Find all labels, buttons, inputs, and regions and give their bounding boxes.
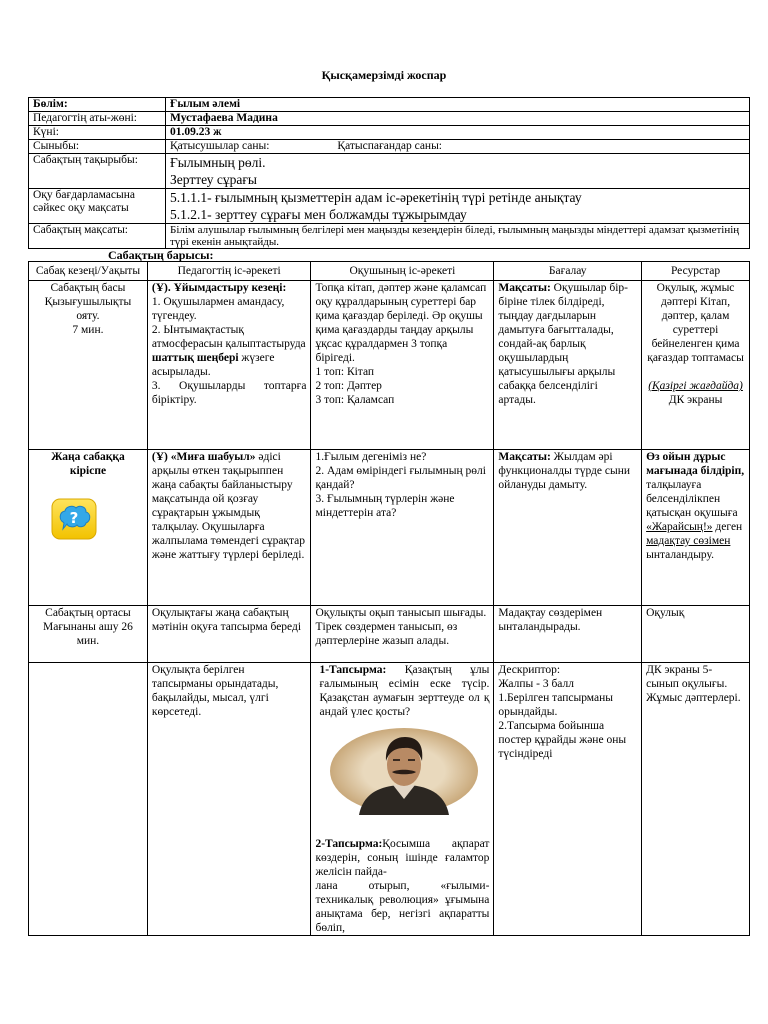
stage-time: 7 мин. bbox=[72, 324, 104, 336]
info-row-objectives bbox=[29, 189, 750, 224]
date-label: Күні: bbox=[29, 126, 166, 140]
objectives-label: Оқу бағдарламасына сәйкес оқу мақсаты bbox=[29, 189, 166, 224]
class-label: Сыныбы: bbox=[29, 140, 166, 154]
resources-cell bbox=[642, 281, 750, 450]
descriptor-1: 1.Берілген тапсырманы орындайды. bbox=[498, 692, 613, 718]
student-text: Топқа кітап, дәптер және қаламсап оқу құралдарының суреттері бар қима қағаздар беріледі. Әр оқушы қима қағаздарды таңдау арқылы ұқсас құралдармен 3 топқа бірігеді. bbox=[315, 282, 487, 364]
header-resources: Ресурстар bbox=[642, 262, 750, 281]
stage-name: Сабақтың басы Қызығушылықты ояту. bbox=[44, 282, 132, 322]
assessment-cell bbox=[494, 281, 642, 450]
teacher-cell bbox=[147, 281, 311, 450]
table-row-tasks bbox=[29, 663, 750, 936]
info-row-goal bbox=[29, 224, 750, 249]
header-student: Оқушының іс-әрекеті bbox=[311, 262, 494, 281]
svg-text:?: ? bbox=[69, 509, 79, 527]
stage-cell bbox=[29, 663, 148, 936]
descriptor-total: Жалпы - 3 балл bbox=[498, 678, 574, 690]
course-label: Сабақтың барысы: bbox=[108, 248, 214, 262]
teacher-cell: Оқулықтағы жаңа сабақтың мәтінін оқуға тапсырма береді bbox=[147, 606, 311, 663]
stage-cell bbox=[29, 281, 148, 450]
info-row-section bbox=[29, 98, 750, 112]
teacher-value: Мустафаева Мадина bbox=[166, 112, 750, 126]
assessment-heading: Мақсаты: bbox=[498, 451, 551, 463]
header-teacher: Педагогтің іс-әрекеті bbox=[147, 262, 311, 281]
teacher-heading: (Ұ). Ұйымдастыру кезеңі: bbox=[151, 282, 287, 294]
attendance-cell bbox=[166, 140, 750, 154]
lesson-table bbox=[28, 261, 750, 936]
teacher-cell bbox=[147, 450, 311, 606]
group-2: 2 топ: Дәптер bbox=[315, 380, 382, 392]
assessment-text: Жылдам әрі функционалды түрде сыни ойлануды дамыту. bbox=[498, 451, 631, 491]
task-2-continued: лана отырып, «ғылыми-техникалық революция» ұғымына анықтама бер, негізгі ақпаратты бөліп, bbox=[315, 880, 490, 934]
question-2: 2. Адам өміріндегі ғылымның рөлі қандай? bbox=[315, 465, 486, 491]
resources-note: (Қазіргі жағдайда) ДК экраны bbox=[648, 380, 743, 406]
question-bubble-icon bbox=[51, 498, 97, 540]
student-cell bbox=[311, 663, 494, 936]
scholar-portrait bbox=[329, 727, 479, 815]
page-title: Қысқамерзімді жоспар bbox=[321, 68, 447, 82]
section-value: Ғылым әлемі bbox=[166, 98, 750, 112]
info-row-teacher bbox=[29, 112, 750, 126]
praise-word: «Жарайсың!» bbox=[646, 521, 713, 533]
student-cell bbox=[311, 450, 494, 606]
topic-line-1: Ғылымның рөлі. bbox=[170, 155, 266, 170]
student-cell: Оқулықты оқып танысып шығады. Тірек сөздермен танысып, өз дәптерлеріне жазып алады. bbox=[311, 606, 494, 663]
present-label: Қатысушылар саны: bbox=[170, 140, 270, 152]
table-row-intro bbox=[29, 450, 750, 606]
resources-text: Оқулық, жұмыс дәптері Кітап, дәптер, қалам суреттері бейнеленген қима қағаздар топтамасы bbox=[647, 282, 744, 364]
assessment-cell: Мадақтау сөздерімен ынталандырады. bbox=[494, 606, 642, 663]
teacher-method: (Ұ) «Миға шабуыл» bbox=[151, 451, 256, 463]
resources-cell: Өз ойын дұрыс мағынада білдіріп, талқылауға белсенділікпен қатысқан оқушыға «Жарайсың!» деген мадақтау сөзімен ынталандыру. bbox=[642, 450, 750, 606]
table-row-start bbox=[29, 281, 750, 450]
descriptor-label: Дескриптор: bbox=[498, 664, 561, 676]
group-3: 3 топ: Қаламсап bbox=[315, 394, 395, 406]
question-3: 3. Ғылымның түрлерін және міндеттерін ата? bbox=[315, 493, 455, 519]
table-row-middle bbox=[29, 606, 750, 663]
header-assessment: Бағалау bbox=[494, 262, 642, 281]
teacher-text: әдісі арқылы өткен тақырыппен жаңа сабақты байланыстыру мақсатында ой қозғау сұрақтарын ұжымдық талқылау. Оқушыларға жалпылама төмендегі сұрақтар және жаттығу түрлері беріледі. bbox=[151, 451, 306, 561]
resources-cell: ДК экраны 5-сынып оқулығы. Жұмыс дәптерлері. bbox=[642, 663, 750, 936]
info-row-topic bbox=[29, 154, 750, 189]
resources-bold: Өз ойын дұрыс мағынада білдіріп, bbox=[646, 451, 745, 477]
group-1: 1 топ: Кітап bbox=[315, 366, 375, 378]
date-value: 01.09.23 ж bbox=[166, 126, 750, 140]
table-header-row bbox=[29, 262, 750, 281]
teacher-step-3: 3. Оқушыларды топтарға біріктіру. bbox=[151, 380, 307, 406]
info-row-date bbox=[29, 126, 750, 140]
assessment-heading: Мақсаты: bbox=[498, 282, 551, 294]
assessment-cell bbox=[494, 663, 642, 936]
teacher-step-2: 2. Ынтымақтастық атмосферасын қалыптастыруда шаттық шеңбері жүзеге асырылады. bbox=[151, 324, 306, 378]
assessment-cell bbox=[494, 450, 642, 606]
goal-label: Сабақтың мақсаты: bbox=[29, 224, 166, 249]
question-1: 1.Ғылым дегеніміз не? bbox=[315, 451, 427, 463]
goal-value: Білім алушылар ғылымның белгілері мен маңызды кезеңдерін біледі, ғылымның маңызды міндеттері адамзат қызметінің түрі екенін анықтайды. bbox=[166, 224, 750, 249]
teacher-cell: Оқулықта берілген тапсырманы орындатады, бақылайды, мысал, үлгі көрсетеді. bbox=[147, 663, 311, 936]
topic-value bbox=[166, 154, 750, 189]
topic-line-2: Зерттеу сұрағы bbox=[170, 172, 257, 187]
info-table bbox=[28, 97, 750, 249]
task-1: 1-Тапсырма: Қазақтың ұлы ғалымының есімін еске түсір. Қазақстан аумағын зерттеуде ол қ андай үлес қосты? bbox=[319, 664, 490, 718]
resources-cell: Оқулық bbox=[642, 606, 750, 663]
objective-2: 5.1.2.1- зерттеу сұрағы мен болжамды тұжырымдау bbox=[170, 207, 467, 222]
stage-name: Жаңа сабаққа кіріспе bbox=[51, 451, 125, 477]
info-row-class bbox=[29, 140, 750, 154]
topic-label: Сабақтың тақырыбы: bbox=[29, 154, 166, 189]
praise-phrase: мадақтау сөзімен bbox=[646, 535, 731, 547]
teacher-label: Педагогтің аты-жөні: bbox=[29, 112, 166, 126]
objective-1: 5.1.1.1- ғылымның қызметтерін адам іс-әрекетінің түрі ретінде анықтау bbox=[170, 190, 582, 205]
stage-cell: Сабақтың ортасы Мағынаны ашу 26 мин. bbox=[29, 606, 148, 663]
descriptor-2: 2.Тапсырма бойынша постер құрайды және оны түсіндіреді bbox=[498, 720, 627, 760]
teacher-step-1: 1. Оқушылармен амандасу, түгендеу. bbox=[151, 296, 285, 322]
stage-cell bbox=[29, 450, 148, 606]
absent-label: Қатыспағандар саны: bbox=[337, 140, 442, 152]
student-cell bbox=[311, 281, 494, 450]
header-stage: Сабақ кезеңі/Уақыты bbox=[29, 262, 148, 281]
objectives-value bbox=[166, 189, 750, 224]
resources-link[interactable]: (Қазіргі жағдайда) bbox=[648, 380, 743, 392]
section-label: Бөлім: bbox=[29, 98, 166, 112]
task-2: 2-Тапсырма:Қосымша ақпарат көздерін, соның ішінде ғаламтор желісін пайда- bbox=[315, 838, 490, 878]
assessment-text: Оқушылар бір-біріне тілек білдіреді, тыңдау дағдыларын дамытуға бағытталады, сондай-ақ барлық оқушылардың қатысушылығы арқылы сабаққа белсенділігі артады. bbox=[498, 282, 628, 406]
